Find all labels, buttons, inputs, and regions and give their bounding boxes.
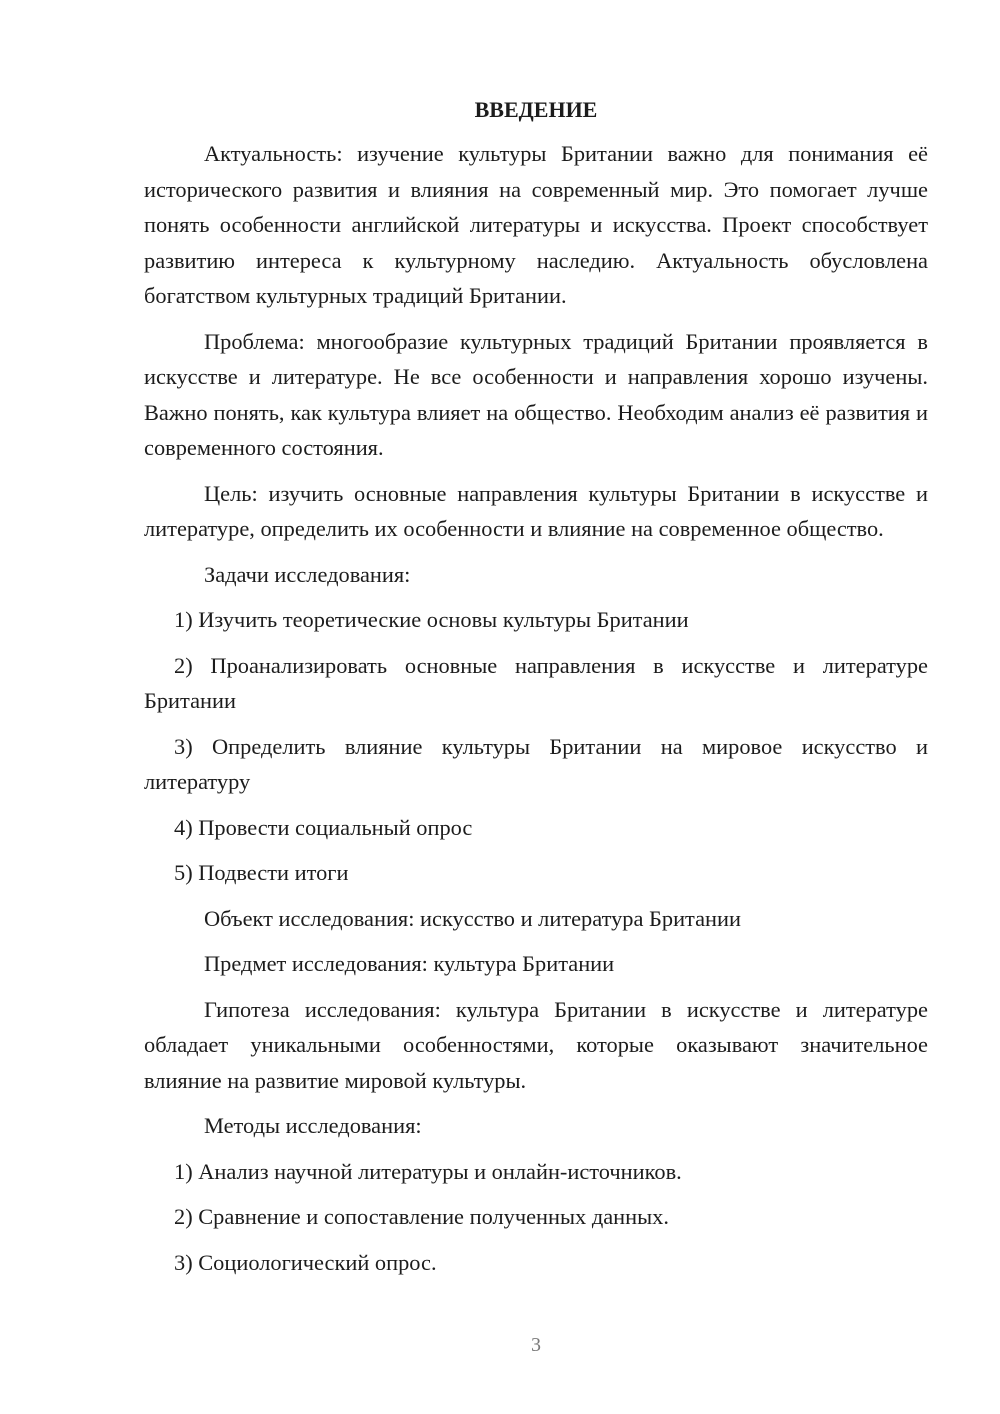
task-item: 4) Провести социальный опрос — [174, 814, 473, 840]
tasks-list — [144, 602, 928, 891]
task-item: 2) Проанализировать основные направления в искусстве и литературе Британии — [144, 652, 928, 713]
task-item: 5) Подвести итоги — [174, 860, 349, 885]
goal-paragraph: Цель: изучить основные направления культуры Британии в искусстве и литературе, определить их особенности и влияние на современное общество. — [144, 480, 928, 541]
relevance-paragraph: Актуальность: изучение культуры Британии важно для понимания её исторического развития и влияния на современный мир. Это помогает лучше понять особенности английской литературы и искусства. Проект способствует развитию интереса к культурному наследию. Актуальность обусловлена богатством культурных традиций Британии. — [144, 141, 928, 308]
object-line: Объект исследования: искусство и литература Британии — [204, 905, 742, 931]
page-content — [144, 92, 928, 1290]
method-item: 3) Социологический опрос. — [174, 1249, 437, 1275]
task-item: 1) Изучить теоретические основы культуры Британии — [174, 607, 689, 632]
hypothesis-paragraph: Гипотеза исследования: культура Британии в искусстве и литературе обладает уникальными особенностями, которые оказывают значительное влияние на развитие мировой культуры. — [144, 996, 928, 1093]
tasks-heading: Задачи исследования: — [204, 561, 411, 587]
page-number: 3 — [531, 1334, 541, 1356]
problem-paragraph: Проблема: многообразие культурных традиций Британии проявляется в искусстве и литературе. Не все особенности и направления хорошо изучены. Важно понять, как культура влияет на общество. Необходим анализ её развития и современного состояния. — [144, 328, 928, 460]
subject-line: Предмет исследования: культура Британии — [204, 951, 615, 976]
methods-list — [144, 1154, 928, 1281]
methods-heading: Методы исследования: — [204, 1113, 422, 1138]
section-title: ВВЕДЕНИЕ — [474, 97, 598, 122]
method-item: 1) Анализ научной литературы и онлайн-источников. — [174, 1158, 682, 1184]
task-item: 3) Определить влияние культуры Британии на мировое искусство и литературу — [144, 733, 928, 794]
method-item: 2) Сравнение и сопоставление полученных данных. — [174, 1204, 669, 1229]
